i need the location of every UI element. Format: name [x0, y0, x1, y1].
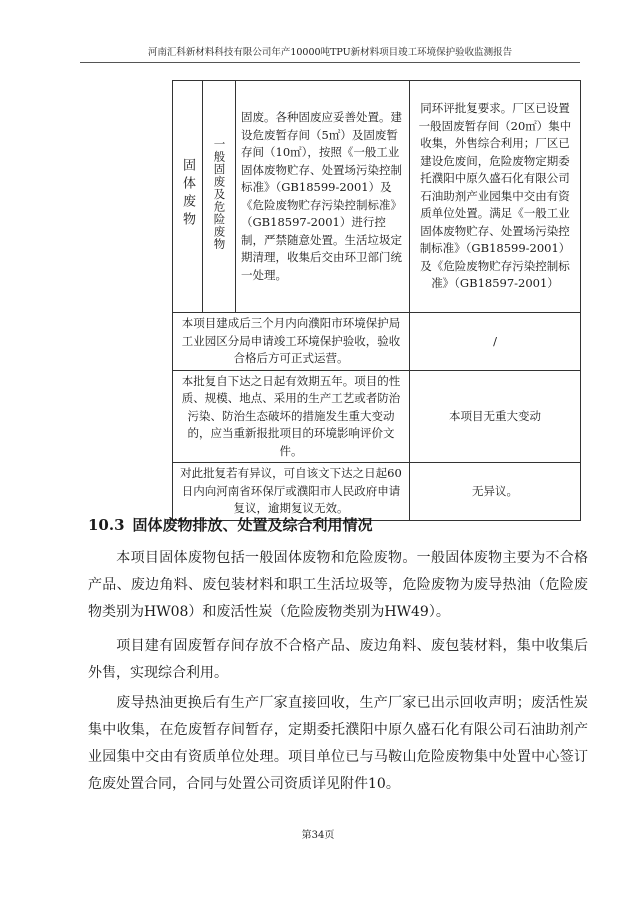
subcategory-label: 一般固废及危险废物	[212, 137, 227, 250]
section-number: 10.3	[88, 516, 125, 534]
page-number: 第34页	[301, 830, 335, 841]
implementation-cell: 本项目无重大变动	[410, 370, 581, 463]
requirement-cell: 本项目建成后三个月内向濮阳市环境保护局工业园区分局申请竣工环境保护验收，验收合格后方可正式运营。	[173, 313, 410, 371]
paragraph	[88, 633, 588, 687]
paragraph	[88, 545, 588, 626]
table-row	[173, 81, 581, 313]
implementation-cell: 无异议。	[410, 463, 581, 521]
paragraph-text: 本项目固体废物包括一般固体废物和危险废物。一般固体废物主要为不合格产品、废边角料、废包装材料和职工生活垃圾等，危险废物为废导热油（危险废物类别为HW08）和废活性炭（危险废物类别为HW49）。	[88, 550, 588, 620]
category-label: 固体废物	[180, 157, 195, 230]
report-header: 河南汇科新材料科技有限公司年产10000吨TPU新材料项目竣工环境保护验收监测报告	[80, 44, 580, 63]
paragraph	[88, 690, 588, 798]
category-cell	[173, 81, 203, 313]
requirement-cell: 本批复自下达之日起有效期五年。项目的性质、规模、地点、采用的生产工艺或者防治污染、防治生态破坏的措施发生重大变动的，应当重新报批项目的环境影响评价文件。	[173, 370, 410, 463]
table-row	[173, 313, 581, 371]
subcategory-cell	[203, 81, 236, 313]
table-row	[173, 370, 581, 463]
section-title: 固体废物排放、处置及综合利用情况	[132, 516, 373, 534]
requirement-cell: 固废。各种固废应妥善处置。建设危废暂存间（5㎡）及固废暂存间（10㎡），按照《一般工业固体废物贮存、处置场污染控制标准》（GB18599-2001）及《危险废物贮存污染控制标准》（GB18597-2001）进行控制，严禁随意处置。生活垃圾定期清理，收集后交由环卫部门统一处理。	[236, 81, 410, 313]
requirement-cell: 对此批复若有异议，可自该文下达之日起60日内向河南省环保厅或濮阳市人民政府申请复议，逾期复议无效。	[173, 463, 410, 521]
approval-compliance-table	[172, 80, 581, 521]
implementation-cell: 同环评批复要求。厂区已设置一般固废暂存间（20㎡）集中收集，外售综合利用；厂区已建设危废间，危险废物定期委托濮阳中原久盛石化有限公司石油助剂产业园集中交由有资质单位处置。满足《一般工业固体废物贮存、处置场污染控制标准》（GB18599-2001）及《危险废物贮存污染控制标准》（GB18597-2001）	[410, 81, 581, 313]
paragraph-text: 废导热油更换后有生产厂家直接回收，生产厂家已出示回收声明；废活性炭集中收集，在危废暂存间暂存，定期委托濮阳中原久盛石化有限公司石油助剂产业园集中交由有资质单位处理。项目单位已与马鞍山危险废物集中处置中心签订危废处置合同，合同与处置公司资质详见附件10。	[88, 695, 588, 792]
section-heading	[88, 514, 373, 535]
table-row	[173, 463, 581, 521]
paragraph-text: 项目建有固废暂存间存放不合格产品、废边角料、废包装材料，集中收集后外售，实现综合利用。	[88, 638, 588, 681]
implementation-cell: /	[410, 313, 581, 371]
